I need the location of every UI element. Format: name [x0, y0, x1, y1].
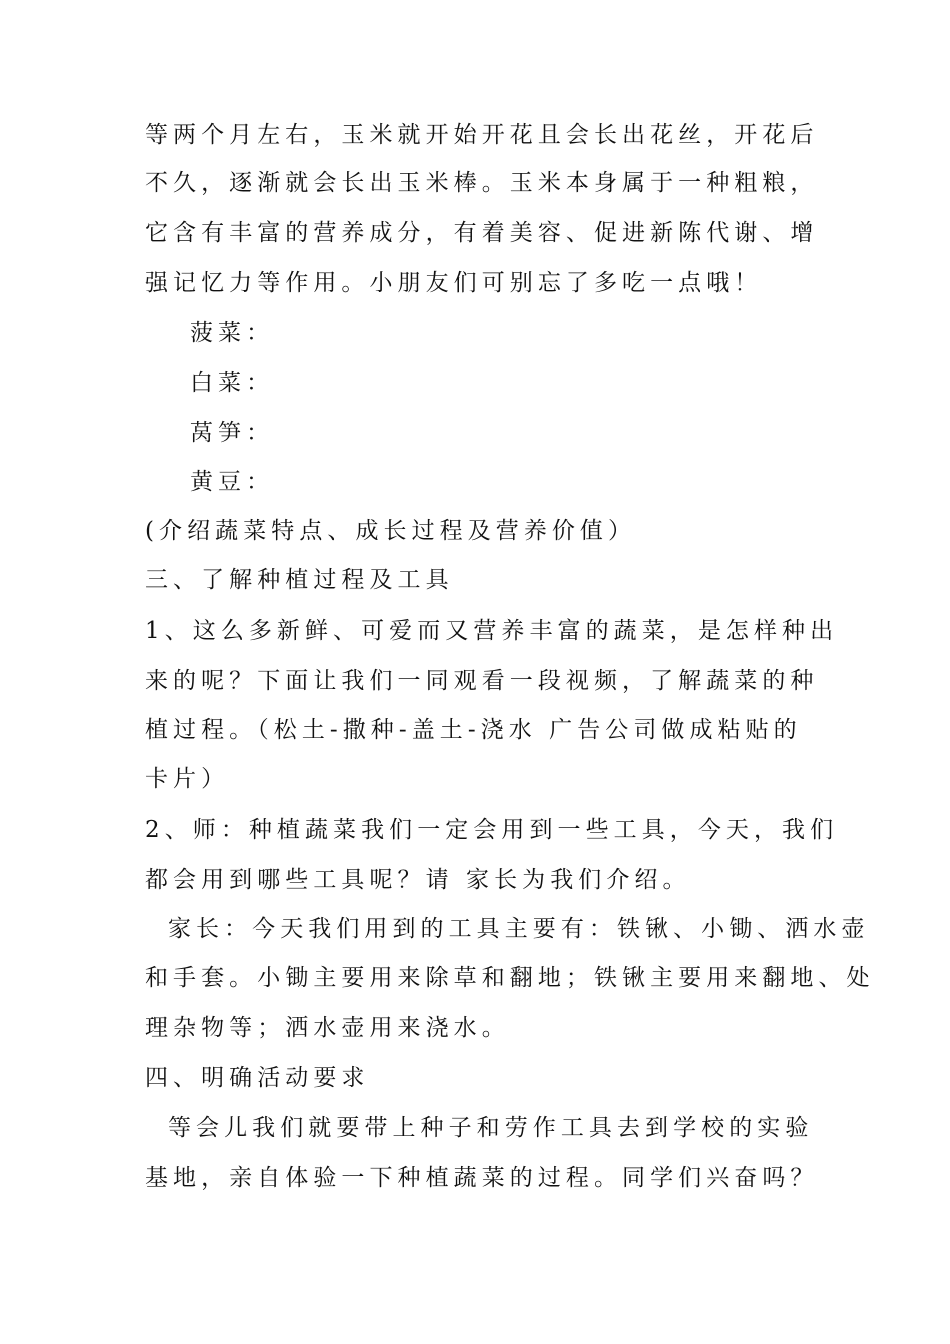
- paragraph-line: 2、师：种植蔬菜我们一定会用到一些工具，今天，我们: [145, 817, 839, 843]
- paragraph-line: 都会用到哪些工具呢？请 家长为我们介绍。: [145, 867, 691, 893]
- paragraph-line: 等两个月左右，玉米就开始开花且会长出花丝，开花后: [145, 122, 819, 148]
- paragraph-line: 卡片）: [145, 766, 230, 792]
- paragraph-line: 不久，逐渐就会长出玉米棒。玉米本身属于一种粗粮，: [145, 170, 819, 196]
- paragraph-line: (介绍蔬菜特点、成长过程及营养价值）: [145, 518, 637, 544]
- section-heading: 四、明确活动要求: [145, 1065, 370, 1091]
- vegetable-label-soybean: 黄豆：: [190, 469, 275, 495]
- paragraph-line: 它含有丰富的营养成分，有着美容、促进新陈代谢、增: [145, 220, 819, 246]
- paragraph-line: 1、这么多新鲜、可爱而又营养丰富的蔬菜，是怎样种出: [145, 618, 839, 644]
- paragraph-line: 植过程。（松土-撒种-盖土-浇水 广告公司做成粘贴的: [145, 717, 802, 743]
- paragraph-line: 等会儿我们就要带上种子和劳作工具去到学校的实验: [168, 1115, 814, 1141]
- paragraph-line: 来的呢？下面让我们一同观看一段视频，了解蔬菜的种: [145, 668, 819, 694]
- paragraph-line: 和手套。小锄主要用来除草和翻地；铁锹主要用来翻地、处: [145, 965, 875, 991]
- paragraph-line: 基地，亲自体验一下种植蔬菜的过程。同学们兴奋吗？: [145, 1165, 819, 1191]
- vegetable-label-cabbage: 白菜：: [190, 370, 275, 396]
- vegetable-label-spinach: 菠菜：: [190, 320, 275, 346]
- paragraph-line: 理杂物等；洒水壶用来浇水。: [145, 1015, 510, 1041]
- section-heading: 三、了解种植过程及工具: [145, 567, 454, 593]
- paragraph-line: 家长：今天我们用到的工具主要有：铁锹、小锄、洒水壶: [168, 916, 870, 942]
- vegetable-label-lettuce: 莴笋：: [190, 420, 275, 446]
- paragraph-line: 强记忆力等作用。小朋友们可别忘了多吃一点哦！: [145, 270, 763, 296]
